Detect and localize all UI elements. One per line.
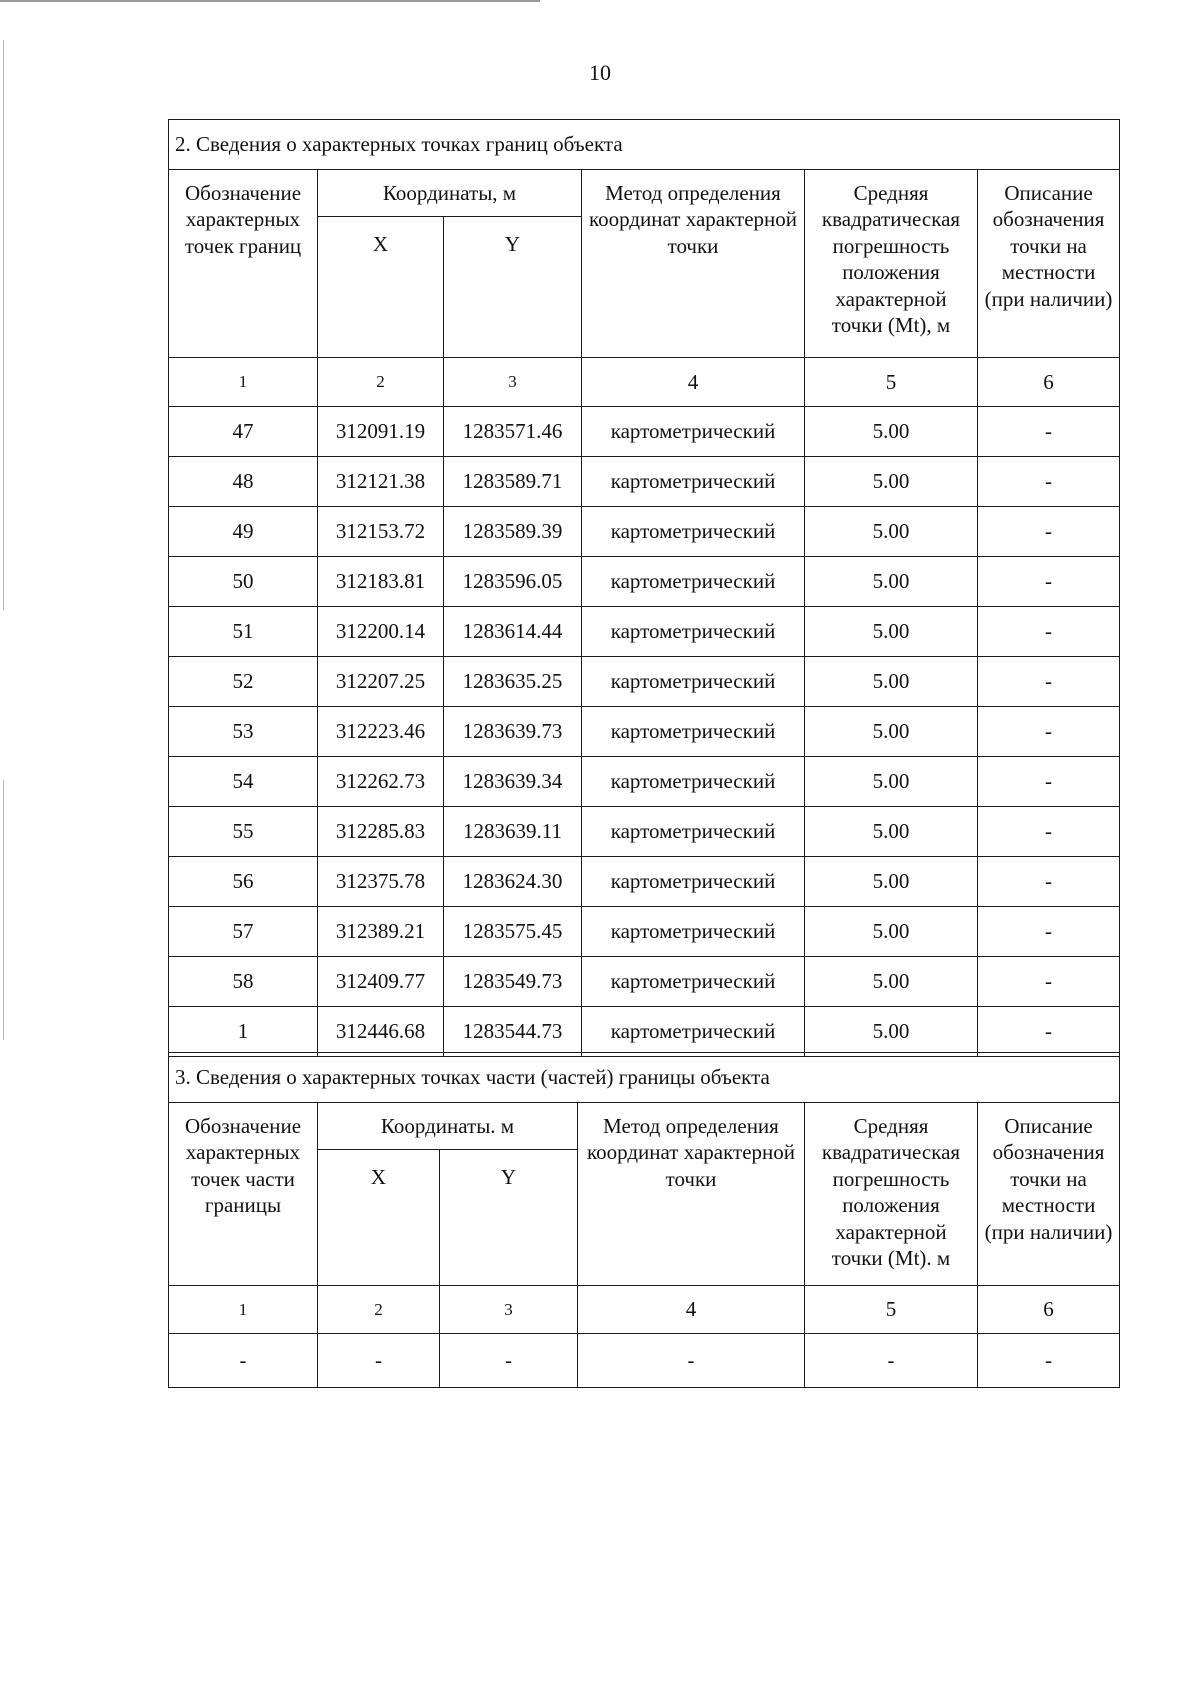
error-value: 5.00 — [805, 457, 978, 507]
column-number: 6 — [978, 1286, 1120, 1334]
method-value: картометрический — [582, 457, 805, 507]
point-designation: 47 — [169, 407, 318, 457]
column-number: 3 — [440, 1286, 578, 1334]
error-value: 5.00 — [805, 507, 978, 557]
error-value: 5.00 — [805, 1007, 978, 1057]
table-row — [169, 457, 1120, 507]
coordinate-y: 1283575.45 — [444, 907, 582, 957]
table-row — [169, 507, 1120, 557]
page-number: 10 — [589, 60, 611, 85]
description-value: - — [978, 657, 1120, 707]
method-value: картометрический — [582, 757, 805, 807]
table-row — [169, 957, 1120, 1007]
method-value: картометрический — [582, 507, 805, 557]
method-value: картометрический — [582, 557, 805, 607]
header-y: Y — [444, 217, 582, 358]
coordinate-y: - — [440, 1334, 578, 1388]
coordinate-x: 312121.38 — [318, 457, 444, 507]
description-value: - — [978, 1007, 1120, 1057]
description-value: - — [978, 857, 1120, 907]
point-designation: - — [169, 1334, 318, 1388]
description-value: - — [978, 957, 1120, 1007]
table-row — [169, 807, 1120, 857]
coordinate-x: 312446.68 — [318, 1007, 444, 1057]
header-method: Метод определения координат характерной точки — [582, 170, 805, 358]
coordinate-x: 312200.14 — [318, 607, 444, 657]
coordinate-y: 1283596.05 — [444, 557, 582, 607]
error-value: - — [805, 1334, 978, 1388]
description-value: - — [978, 807, 1120, 857]
description-value: - — [978, 907, 1120, 957]
point-designation: 57 — [169, 907, 318, 957]
description-value: - — [978, 507, 1120, 557]
point-designation: 49 — [169, 507, 318, 557]
scan-edge-left — [3, 40, 4, 610]
header-y: Y — [440, 1150, 578, 1286]
coordinate-y: 1283571.46 — [444, 407, 582, 457]
table-row — [169, 557, 1120, 607]
table-row — [169, 607, 1120, 657]
header-designation: Обозначение характерных точек границ — [169, 170, 318, 358]
point-designation: 56 — [169, 857, 318, 907]
header-description: Описание обозначения точки на местности (при наличии) — [978, 1103, 1120, 1286]
header-designation: Обозначение характерных точек части границы — [169, 1103, 318, 1286]
table-row — [169, 407, 1120, 457]
error-value: 5.00 — [805, 907, 978, 957]
point-designation: 50 — [169, 557, 318, 607]
part-boundary-points-table — [168, 1052, 1120, 1388]
coordinate-y: 1283639.11 — [444, 807, 582, 857]
coordinate-y: 1283614.44 — [444, 607, 582, 657]
point-designation: 1 — [169, 1007, 318, 1057]
header-method: Метод определения координат характерной точки — [578, 1103, 805, 1286]
method-value: - — [578, 1334, 805, 1388]
description-value: - — [978, 1334, 1120, 1388]
error-value: 5.00 — [805, 857, 978, 907]
method-value: картометрический — [582, 1007, 805, 1057]
coordinate-x: 312262.73 — [318, 757, 444, 807]
column-number: 5 — [805, 358, 978, 407]
error-value: 5.00 — [805, 657, 978, 707]
column-number: 6 — [978, 358, 1120, 407]
description-value: - — [978, 557, 1120, 607]
coordinate-y: 1283639.34 — [444, 757, 582, 807]
error-value: 5.00 — [805, 407, 978, 457]
method-value: картометрический — [582, 907, 805, 957]
coordinate-x: 312207.25 — [318, 657, 444, 707]
description-value: - — [978, 607, 1120, 657]
coordinate-y: 1283544.73 — [444, 1007, 582, 1057]
table-row — [169, 707, 1120, 757]
error-value: 5.00 — [805, 957, 978, 1007]
column-number: 1 — [169, 358, 318, 407]
section-2-title: 2. Сведения о характерных точках границ объекта — [169, 120, 1120, 170]
header-error: Средняя квадратическая погрешность положения характерной точки (Mt). м — [805, 1103, 978, 1286]
coordinate-x: 312409.77 — [318, 957, 444, 1007]
column-number: 5 — [805, 1286, 978, 1334]
point-designation: 58 — [169, 957, 318, 1007]
error-value: 5.00 — [805, 807, 978, 857]
description-value: - — [978, 757, 1120, 807]
header-x: X — [318, 1150, 440, 1286]
coordinate-x: 312375.78 — [318, 857, 444, 907]
point-designation: 55 — [169, 807, 318, 857]
header-coordinates: Координаты. м — [318, 1103, 578, 1150]
table-row — [169, 1007, 1120, 1057]
coordinate-y: 1283589.71 — [444, 457, 582, 507]
method-value: картометрический — [582, 807, 805, 857]
coordinate-x: 312091.19 — [318, 407, 444, 457]
point-designation: 51 — [169, 607, 318, 657]
coordinate-x: - — [318, 1334, 440, 1388]
coordinate-y: 1283639.73 — [444, 707, 582, 757]
coordinate-y: 1283549.73 — [444, 957, 582, 1007]
description-value: - — [978, 407, 1120, 457]
table-row — [169, 757, 1120, 807]
point-designation: 54 — [169, 757, 318, 807]
method-value: картометрический — [582, 857, 805, 907]
point-designation: 52 — [169, 657, 318, 707]
header-x: X — [318, 217, 444, 358]
table-row — [169, 657, 1120, 707]
boundary-points-table — [168, 119, 1120, 1057]
point-designation: 53 — [169, 707, 318, 757]
description-value: - — [978, 457, 1120, 507]
coordinate-y: 1283635.25 — [444, 657, 582, 707]
column-number: 3 — [444, 358, 582, 407]
header-error: Средняя квадратическая погрешность положения характерной точки (Mt), м — [805, 170, 978, 358]
error-value: 5.00 — [805, 757, 978, 807]
error-value: 5.00 — [805, 557, 978, 607]
column-number: 4 — [578, 1286, 805, 1334]
method-value: картометрический — [582, 957, 805, 1007]
column-numbers-row — [169, 358, 1120, 407]
section-3-title: 3. Сведения о характерных точках части (частей) границы объекта — [169, 1053, 1120, 1103]
coordinate-x: 312153.72 — [318, 507, 444, 557]
coordinate-x: 312183.81 — [318, 557, 444, 607]
column-number: 2 — [318, 358, 444, 407]
column-number: 4 — [582, 358, 805, 407]
table-row — [169, 907, 1120, 957]
error-value: 5.00 — [805, 707, 978, 757]
coordinate-x: 312223.46 — [318, 707, 444, 757]
table-row — [169, 1334, 1120, 1388]
method-value: картометрический — [582, 407, 805, 457]
header-description: Описание обозначения точки на местности (при наличии) — [978, 170, 1120, 358]
method-value: картометрический — [582, 707, 805, 757]
coordinate-x: 312389.21 — [318, 907, 444, 957]
method-value: картометрический — [582, 657, 805, 707]
column-number: 1 — [169, 1286, 318, 1334]
description-value: - — [978, 707, 1120, 757]
scan-edge-top — [0, 0, 540, 2]
method-value: картометрический — [582, 607, 805, 657]
coordinate-y: 1283589.39 — [444, 507, 582, 557]
header-coordinates: Координаты, м — [318, 170, 582, 217]
table-row — [169, 857, 1120, 907]
coordinate-y: 1283624.30 — [444, 857, 582, 907]
column-number: 2 — [318, 1286, 440, 1334]
error-value: 5.00 — [805, 607, 978, 657]
point-designation: 48 — [169, 457, 318, 507]
scan-edge-left-lower — [3, 780, 4, 1040]
column-numbers-row — [169, 1286, 1120, 1334]
coordinate-x: 312285.83 — [318, 807, 444, 857]
